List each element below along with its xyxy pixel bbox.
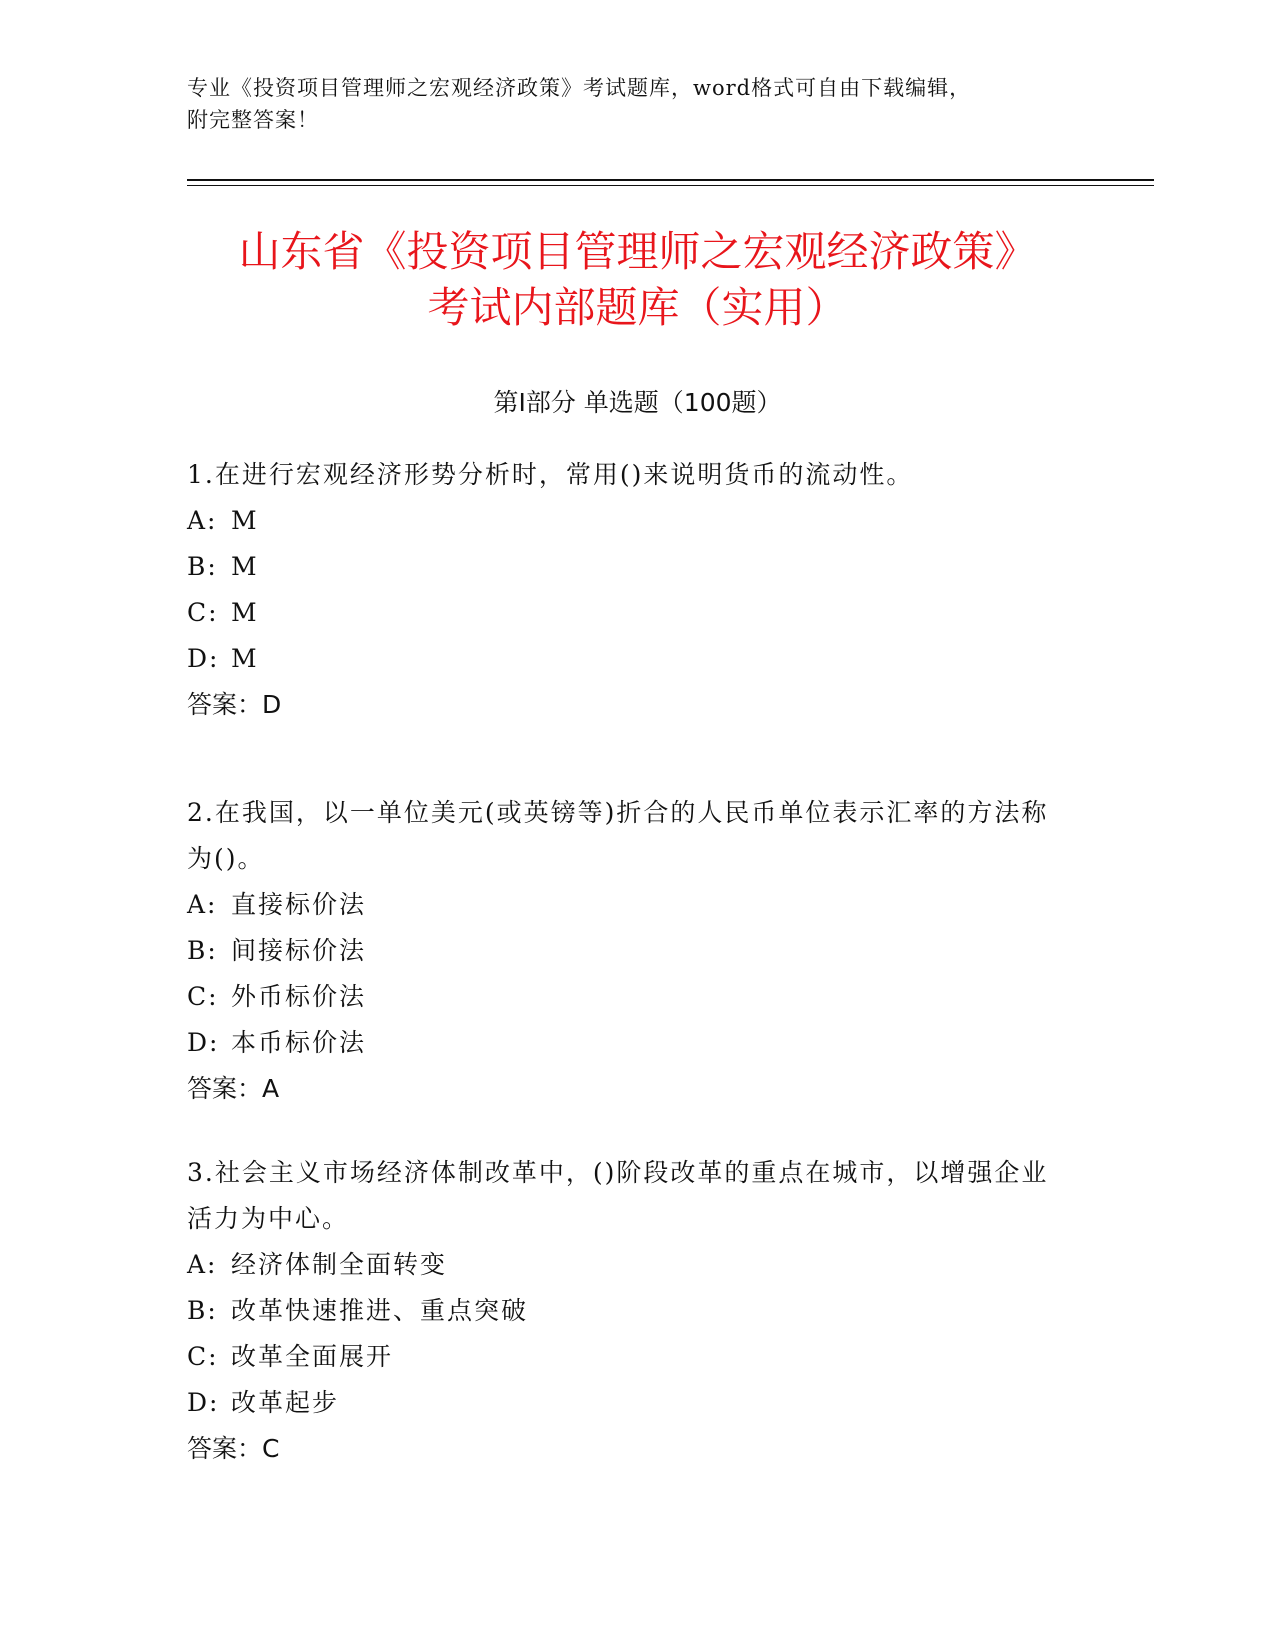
option-a: [187, 498, 1067, 544]
option-text: M: [231, 644, 259, 673]
option-key: A:: [187, 890, 218, 919]
option-b: [187, 544, 1067, 590]
answer-line: 答案：C: [187, 1434, 280, 1463]
answer-line: 答案：D: [187, 690, 282, 719]
title-line-1: 山东省《投资项目管理师之宏观经济政策》: [238, 227, 1037, 276]
option-text: 改革全面展开: [231, 1342, 394, 1371]
option-key: B:: [187, 1296, 218, 1325]
option-d: [187, 636, 1067, 682]
question-text: 1.在进行宏观经济形势分析时，常用()来说明货币的流动性。: [187, 460, 914, 489]
option-key: C:: [187, 598, 219, 627]
option-a: [187, 1242, 1067, 1288]
option-d: [187, 1020, 1067, 1066]
option-c: [187, 1334, 1067, 1380]
header-divider-thick: [187, 179, 1154, 181]
question-3: [187, 1150, 1067, 1472]
option-a: [187, 882, 1067, 928]
option-text: 间接标价法: [231, 936, 367, 965]
option-text: 外币标价法: [231, 982, 367, 1011]
option-key: C:: [187, 982, 219, 1011]
option-key: D:: [187, 1028, 220, 1057]
option-text: M: [231, 552, 259, 581]
option-key: A:: [187, 1250, 218, 1279]
option-text: 改革起步: [231, 1388, 340, 1417]
question-2: [187, 790, 1067, 1112]
answer-line: 答案：A: [187, 1074, 280, 1103]
option-key: D:: [187, 644, 220, 673]
option-key: C:: [187, 1342, 219, 1371]
option-c: [187, 974, 1067, 1020]
option-text: M: [231, 506, 259, 535]
option-text: 经济体制全面转变: [231, 1250, 448, 1279]
section-heading: 第Ⅰ部分 单选题（100题）: [493, 388, 782, 417]
question-text: 2.在我国，以一单位美元(或英镑等)折合的人民币单位表示汇率的方法称为()。: [187, 798, 1049, 873]
header-line-2: 附完整答案！: [187, 108, 319, 132]
option-text: M: [231, 598, 259, 627]
question-1: [187, 452, 1067, 728]
header-divider-thin: [187, 185, 1154, 186]
option-b: [187, 928, 1067, 974]
header-line-1: 专业《投资项目管理师之宏观经济政策》考试题库，word格式可自由下载编辑，: [187, 76, 972, 100]
option-text: 改革快速推进、重点突破: [231, 1296, 529, 1325]
option-key: B:: [187, 936, 218, 965]
option-key: D:: [187, 1388, 220, 1417]
document-title: [120, 224, 1155, 336]
option-text: 直接标价法: [231, 890, 367, 919]
title-line-2: 考试内部题库（实用）: [427, 283, 848, 332]
question-text: 3.社会主义市场经济体制改革中，()阶段改革的重点在城市，以增强企业活力为中心。: [187, 1158, 1049, 1233]
document-header-note: [187, 72, 1087, 136]
option-b: [187, 1288, 1067, 1334]
option-c: [187, 590, 1067, 636]
option-key: A:: [187, 506, 218, 535]
option-text: 本币标价法: [231, 1028, 367, 1057]
option-d: [187, 1380, 1067, 1426]
option-key: B:: [187, 552, 218, 581]
